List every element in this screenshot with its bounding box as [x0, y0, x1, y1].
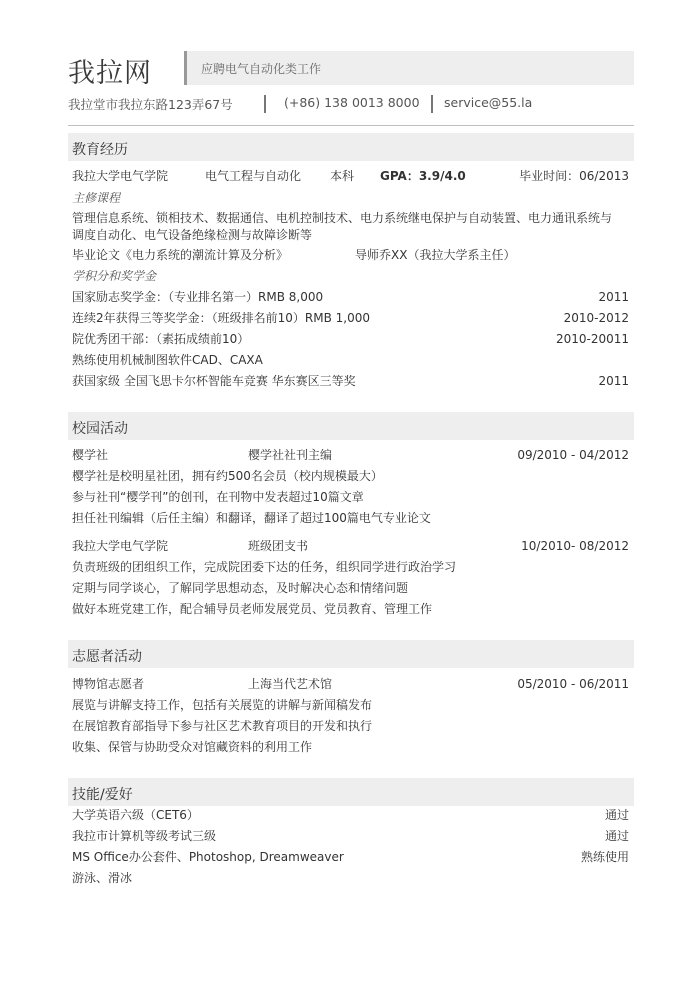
activity-detail: 担任社刊编辑（后任主编）和翻译，翻译了超过100篇电气专业论文	[72, 511, 431, 525]
job-title: 应聘电气自动化类工作	[201, 62, 322, 76]
degree: 本科	[330, 169, 355, 183]
volunteer-detail: 收集、保管与协助受众对馆藏资料的利用工作	[72, 740, 313, 754]
award-item: 获国家级 全国飞思卡尔杯智能车竞赛 华东赛区三等奖	[72, 374, 356, 388]
contact-address: 我拉堂市我拉东路123弄67号	[68, 97, 233, 112]
award-date: 2010-2012	[563, 311, 629, 325]
section-title: 志愿者活动	[72, 649, 142, 665]
award-date: 2010-20011	[555, 332, 629, 346]
award-item: 院优秀团干部：（素拓成绩前10）	[72, 332, 250, 346]
activity-detail: 樱学社是校明星社团，拥有约500名会员（校内规模最大）	[72, 469, 383, 483]
major: 电气工程与自动化	[205, 169, 302, 183]
volunteer-org: 博物馆志愿者	[72, 677, 145, 691]
section-header-skills	[68, 778, 634, 806]
skill-item: 游泳、滑冰	[72, 871, 133, 885]
activity-role: 樱学社社刊主编	[248, 448, 333, 462]
courses-line: 管理信息系统、锁相技术、数据通信、电机控制技术、电力系统继电保护与自动装置、电力通讯系统与	[72, 211, 613, 225]
job-title-box	[184, 51, 634, 85]
award-item: 熟练使用机械制图软件CAD、CAXA	[72, 353, 263, 367]
courses-heading: 主修课程	[72, 191, 121, 205]
activity-detail: 做好本班党建工作，配合辅导员老师发展党员、党员教育、管理工作	[72, 602, 433, 616]
skill-item: 我拉市计算机等级考试三级	[72, 829, 217, 843]
volunteer-detail: 展览与讲解支持工作，包括有关展览的讲解与新闻稿发布	[72, 698, 373, 712]
skill-level: 熟练使用	[580, 850, 629, 864]
section-header-volunteer	[68, 640, 634, 668]
section-header-campus	[68, 412, 634, 440]
contact-phone: (+86) 138 0013 8000	[284, 95, 420, 110]
section-header-education	[68, 133, 634, 161]
thesis-advisor: 导师乔XX（我拉大学系主任）	[355, 248, 516, 262]
volunteer-detail: 在展馆教育部指导下参与社区艺术教育项目的开发和执行	[72, 719, 373, 733]
section-divider	[68, 125, 634, 126]
courses-line: 调度自动化、电气设备绝缘检测与故障诊断等	[72, 228, 313, 242]
award-item: 连续2年获得三等奖学金：（班级排名前10）RMB 1,000	[72, 311, 370, 325]
activity-role: 班级团支书	[248, 539, 309, 553]
activity-detail: 参与社刊“樱学刊”的创刊，在刊物中发表超过10篇文章	[72, 490, 364, 504]
skill-level: 通过	[604, 808, 629, 822]
activity-date: 10/2010- 08/2012	[521, 539, 629, 553]
activity-detail: 定期与同学谈心，了解同学思想动态，及时解决心态和情绪问题	[72, 581, 409, 595]
gpa: GPA：3.9/4.0	[380, 169, 466, 183]
contact-email: service@55.la	[444, 95, 533, 110]
awards-heading: 学积分和奖学金	[72, 269, 157, 283]
contact-divider	[431, 95, 433, 113]
thesis-title: 毕业论文《电力系统的潮流计算及分析》	[72, 248, 289, 262]
award-date: 2011	[598, 374, 629, 388]
volunteer-place: 上海当代艺术馆	[248, 677, 333, 691]
section-title: 教育经历	[72, 142, 128, 158]
graduation-date: 毕业时间：06/2013	[519, 169, 629, 183]
skill-item: MS Office办公套件、Photoshop, Dreamweaver	[72, 850, 344, 864]
contact-divider	[264, 95, 266, 113]
skill-item: 大学英语六级（CET6）	[72, 808, 199, 822]
activity-org: 樱学社	[72, 448, 109, 462]
volunteer-date: 05/2010 - 06/2011	[517, 677, 629, 691]
applicant-name: 我拉网	[68, 58, 152, 89]
section-title: 校园活动	[72, 421, 128, 437]
section-title: 技能/爱好	[72, 787, 133, 803]
activity-detail: 负责班级的团组织工作，完成院团委下达的任务，组织同学进行政治学习	[72, 560, 457, 574]
activity-date: 09/2010 - 04/2012	[517, 448, 629, 462]
award-item: 国家励志奖学金：（专业排名第一）RMB 8,000	[72, 290, 324, 304]
skill-level: 通过	[604, 829, 629, 843]
activity-org: 我拉大学电气学院	[72, 539, 169, 553]
school-name: 我拉大学电气学院	[72, 169, 169, 183]
award-date: 2011	[598, 290, 629, 304]
